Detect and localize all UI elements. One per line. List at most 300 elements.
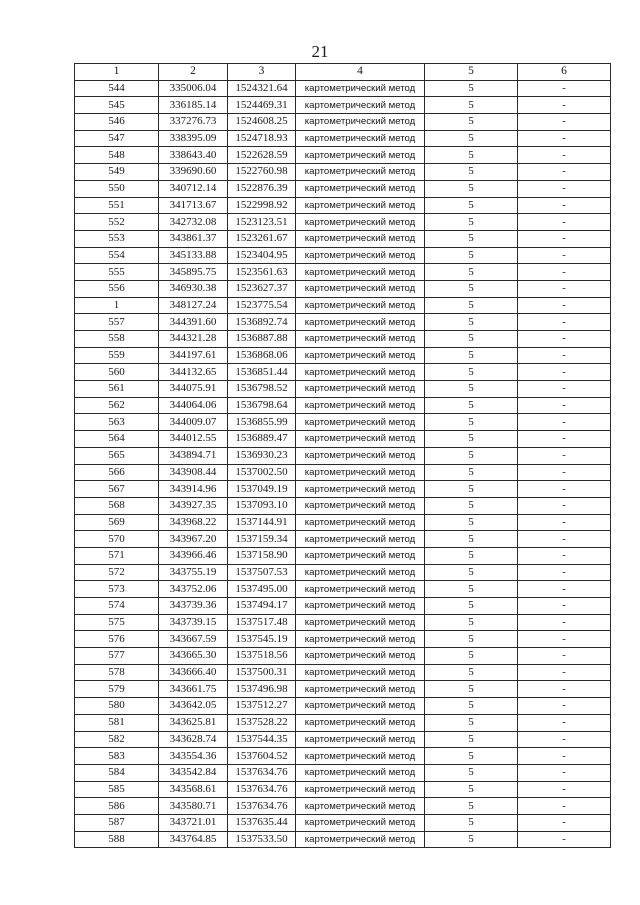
table-row (75, 648, 611, 665)
cell-method: картометрический метод (296, 97, 425, 114)
cell-note: - (518, 698, 611, 715)
table-row (75, 731, 611, 748)
cell-point-number: 545 (75, 97, 159, 114)
cell-coord-x: 344321.28 (159, 331, 228, 348)
table-row (75, 164, 611, 181)
cell-coord-x: 344075.91 (159, 381, 228, 398)
cell-point-number: 570 (75, 531, 159, 548)
cell-note: - (518, 114, 611, 131)
cell-note: - (518, 97, 611, 114)
cell-coord-x: 338395.09 (159, 130, 228, 147)
cell-accuracy: 5 (425, 197, 518, 214)
header-cell-4: 4 (296, 64, 425, 81)
cell-point-number: 544 (75, 80, 159, 97)
cell-coord-y: 1536887.88 (228, 331, 296, 348)
cell-accuracy: 5 (425, 314, 518, 331)
table-row (75, 598, 611, 615)
cell-coord-y: 1523627.37 (228, 280, 296, 297)
cell-point-number: 564 (75, 431, 159, 448)
cell-point-number: 572 (75, 564, 159, 581)
cell-point-number: 547 (75, 130, 159, 147)
cell-coord-x: 340712.14 (159, 180, 228, 197)
table-row (75, 831, 611, 848)
table-row (75, 764, 611, 781)
cell-point-number: 575 (75, 614, 159, 631)
cell-accuracy: 5 (425, 514, 518, 531)
cell-coord-x: 343927.35 (159, 497, 228, 514)
table-row (75, 698, 611, 715)
cell-accuracy: 5 (425, 214, 518, 231)
table-row (75, 347, 611, 364)
cell-coord-x: 343739.15 (159, 614, 228, 631)
cell-accuracy: 5 (425, 614, 518, 631)
cell-method: картометрический метод (296, 331, 425, 348)
cell-point-number: 557 (75, 314, 159, 331)
cell-accuracy: 5 (425, 97, 518, 114)
cell-point-number: 578 (75, 664, 159, 681)
cell-coord-x: 343914.96 (159, 481, 228, 498)
cell-point-number: 561 (75, 381, 159, 398)
cell-coord-y: 1536889.47 (228, 431, 296, 448)
cell-coord-x: 345133.88 (159, 247, 228, 264)
header-cell-2: 2 (159, 64, 228, 81)
cell-method: картометрический метод (296, 581, 425, 598)
cell-note: - (518, 347, 611, 364)
cell-note: - (518, 547, 611, 564)
cell-method: картометрический метод (296, 347, 425, 364)
cell-point-number: 582 (75, 731, 159, 748)
cell-point-number: 573 (75, 581, 159, 598)
cell-accuracy: 5 (425, 698, 518, 715)
cell-coord-x: 344012.55 (159, 431, 228, 448)
cell-point-number: 565 (75, 447, 159, 464)
cell-coord-y: 1524469.31 (228, 97, 296, 114)
cell-coord-y: 1536892.74 (228, 314, 296, 331)
cell-method: картометрический метод (296, 481, 425, 498)
header-cell-6: 6 (518, 64, 611, 81)
cell-coord-x: 343568.61 (159, 781, 228, 798)
cell-accuracy: 5 (425, 80, 518, 97)
cell-coord-y: 1537049.19 (228, 481, 296, 498)
cell-method: картометрический метод (296, 831, 425, 848)
cell-coord-y: 1537533.50 (228, 831, 296, 848)
cell-coord-y: 1537512.27 (228, 698, 296, 715)
cell-accuracy: 5 (425, 681, 518, 698)
cell-accuracy: 5 (425, 114, 518, 131)
cell-note: - (518, 614, 611, 631)
cell-coord-x: 343625.81 (159, 714, 228, 731)
cell-note: - (518, 564, 611, 581)
cell-accuracy: 5 (425, 731, 518, 748)
cell-coord-y: 1537507.53 (228, 564, 296, 581)
cell-coord-x: 343968.22 (159, 514, 228, 531)
cell-coord-x: 343908.44 (159, 464, 228, 481)
cell-point-number: 574 (75, 598, 159, 615)
cell-point-number: 584 (75, 764, 159, 781)
cell-note: - (518, 481, 611, 498)
cell-coord-x: 343642.05 (159, 698, 228, 715)
cell-point-number: 586 (75, 798, 159, 815)
cell-point-number: 588 (75, 831, 159, 848)
cell-coord-x: 344064.06 (159, 397, 228, 414)
cell-coord-y: 1537634.76 (228, 764, 296, 781)
cell-coord-y: 1537495.00 (228, 581, 296, 598)
cell-accuracy: 5 (425, 798, 518, 815)
cell-coord-y: 1537517.48 (228, 614, 296, 631)
cell-point-number: 583 (75, 748, 159, 765)
cell-accuracy: 5 (425, 164, 518, 181)
cell-method: картометрический метод (296, 280, 425, 297)
cell-coord-y: 1522876.39 (228, 180, 296, 197)
cell-coord-x: 343755.19 (159, 564, 228, 581)
cell-method: картометрический метод (296, 114, 425, 131)
cell-point-number: 554 (75, 247, 159, 264)
cell-accuracy: 5 (425, 447, 518, 464)
cell-note: - (518, 247, 611, 264)
cell-method: картометрический метод (296, 731, 425, 748)
table-row (75, 280, 611, 297)
cell-note: - (518, 781, 611, 798)
table-row (75, 614, 611, 631)
cell-coord-y: 1536798.52 (228, 381, 296, 398)
cell-accuracy: 5 (425, 714, 518, 731)
cell-coord-y: 1522998.92 (228, 197, 296, 214)
cell-note: - (518, 431, 611, 448)
cell-coord-y: 1537634.76 (228, 781, 296, 798)
cell-accuracy: 5 (425, 180, 518, 197)
table-row (75, 514, 611, 531)
cell-method: картометрический метод (296, 147, 425, 164)
cell-point-number: 552 (75, 214, 159, 231)
cell-method: картометрический метод (296, 364, 425, 381)
cell-method: картометрический метод (296, 614, 425, 631)
table-row (75, 631, 611, 648)
cell-note: - (518, 631, 611, 648)
cell-method: картометрический метод (296, 80, 425, 97)
table-row (75, 331, 611, 348)
header-cell-1: 1 (75, 64, 159, 81)
table-row (75, 80, 611, 97)
table-row (75, 264, 611, 281)
cell-accuracy: 5 (425, 364, 518, 381)
cell-method: картометрический метод (296, 264, 425, 281)
cell-method: картометрический метод (296, 748, 425, 765)
table-row (75, 464, 611, 481)
cell-accuracy: 5 (425, 297, 518, 314)
cell-accuracy: 5 (425, 397, 518, 414)
cell-accuracy: 5 (425, 664, 518, 681)
cell-note: - (518, 464, 611, 481)
table-row (75, 564, 611, 581)
cell-coord-x: 343661.75 (159, 681, 228, 698)
cell-accuracy: 5 (425, 531, 518, 548)
cell-coord-y: 1537528.22 (228, 714, 296, 731)
cell-method: картометрический метод (296, 664, 425, 681)
cell-coord-x: 343666.40 (159, 664, 228, 681)
cell-point-number: 559 (75, 347, 159, 364)
cell-accuracy: 5 (425, 748, 518, 765)
table-row (75, 314, 611, 331)
cell-coord-y: 1537634.76 (228, 798, 296, 815)
cell-point-number: 550 (75, 180, 159, 197)
cell-note: - (518, 764, 611, 781)
cell-note: - (518, 748, 611, 765)
cell-point-number: 587 (75, 814, 159, 831)
cell-note: - (518, 831, 611, 848)
table-row (75, 814, 611, 831)
cell-point-number: 581 (75, 714, 159, 731)
cell-accuracy: 5 (425, 347, 518, 364)
cell-accuracy: 5 (425, 497, 518, 514)
cell-coord-x: 337276.73 (159, 114, 228, 131)
cell-method: картометрический метод (296, 397, 425, 414)
cell-accuracy: 5 (425, 564, 518, 581)
cell-method: картометрический метод (296, 531, 425, 548)
cell-point-number: 549 (75, 164, 159, 181)
cell-coord-y: 1537159.34 (228, 531, 296, 548)
cell-coord-x: 343580.71 (159, 798, 228, 815)
cell-method: картометрический метод (296, 214, 425, 231)
header-cell-5: 5 (425, 64, 518, 81)
cell-note: - (518, 164, 611, 181)
cell-coord-x: 343752.06 (159, 581, 228, 598)
cell-point-number: 579 (75, 681, 159, 698)
cell-note: - (518, 230, 611, 247)
table-row (75, 97, 611, 114)
table-row (75, 397, 611, 414)
cell-coord-x: 343861.37 (159, 230, 228, 247)
table-header (75, 64, 611, 81)
table-row (75, 581, 611, 598)
cell-note: - (518, 314, 611, 331)
cell-coord-y: 1536855.99 (228, 414, 296, 431)
table-row (75, 230, 611, 247)
cell-coord-x: 343542.84 (159, 764, 228, 781)
cell-point-number: 567 (75, 481, 159, 498)
cell-accuracy: 5 (425, 331, 518, 348)
cell-point-number: 576 (75, 631, 159, 648)
cell-coord-y: 1537544.35 (228, 731, 296, 748)
cell-coord-x: 348127.24 (159, 297, 228, 314)
cell-note: - (518, 514, 611, 531)
cell-method: картометрический метод (296, 764, 425, 781)
cell-method: картометрический метод (296, 547, 425, 564)
cell-method: картометрический метод (296, 514, 425, 531)
cell-accuracy: 5 (425, 581, 518, 598)
table-row (75, 147, 611, 164)
cell-method: картометрический метод (296, 814, 425, 831)
cell-point-number: 1 (75, 297, 159, 314)
cell-method: картометрический метод (296, 464, 425, 481)
cell-coord-x: 344197.61 (159, 347, 228, 364)
cell-accuracy: 5 (425, 631, 518, 648)
cell-coord-y: 1537144.91 (228, 514, 296, 531)
cell-method: картометрический метод (296, 781, 425, 798)
cell-accuracy: 5 (425, 264, 518, 281)
cell-method: картометрический метод (296, 230, 425, 247)
cell-point-number: 580 (75, 698, 159, 715)
cell-note: - (518, 598, 611, 615)
cell-accuracy: 5 (425, 381, 518, 398)
cell-method: картометрический метод (296, 431, 425, 448)
cell-coord-x: 343665.30 (159, 648, 228, 665)
table-row (75, 798, 611, 815)
cell-point-number: 563 (75, 414, 159, 431)
cell-coord-y: 1537635.44 (228, 814, 296, 831)
cell-note: - (518, 814, 611, 831)
cell-coord-y: 1522628.59 (228, 147, 296, 164)
cell-point-number: 585 (75, 781, 159, 798)
cell-method: картометрический метод (296, 247, 425, 264)
cell-point-number: 566 (75, 464, 159, 481)
header-row (75, 64, 611, 81)
table-row (75, 297, 611, 314)
table-row (75, 497, 611, 514)
cell-coord-y: 1537500.31 (228, 664, 296, 681)
cell-method: картометрический метод (296, 197, 425, 214)
cell-accuracy: 5 (425, 831, 518, 848)
cell-point-number: 560 (75, 364, 159, 381)
cell-note: - (518, 714, 611, 731)
cell-point-number: 577 (75, 648, 159, 665)
cell-note: - (518, 447, 611, 464)
table-row (75, 431, 611, 448)
cell-accuracy: 5 (425, 764, 518, 781)
cell-accuracy: 5 (425, 481, 518, 498)
cell-note: - (518, 80, 611, 97)
cell-accuracy: 5 (425, 598, 518, 615)
cell-method: картометрический метод (296, 381, 425, 398)
cell-coord-x: 336185.14 (159, 97, 228, 114)
cell-method: картометрический метод (296, 314, 425, 331)
cell-point-number: 569 (75, 514, 159, 531)
cell-coord-y: 1537604.52 (228, 748, 296, 765)
cell-coord-y: 1536798.64 (228, 397, 296, 414)
cell-accuracy: 5 (425, 547, 518, 564)
cell-coord-x: 344132.65 (159, 364, 228, 381)
page-number: 21 (311, 42, 329, 61)
cell-note: - (518, 664, 611, 681)
cell-method: картометрический метод (296, 631, 425, 648)
table-row (75, 531, 611, 548)
cell-coord-y: 1523404.95 (228, 247, 296, 264)
cell-coord-y: 1537002.50 (228, 464, 296, 481)
cell-coord-x: 343966.46 (159, 547, 228, 564)
cell-coord-x: 339690.60 (159, 164, 228, 181)
table-row (75, 247, 611, 264)
cell-coord-y: 1537158.90 (228, 547, 296, 564)
cell-accuracy: 5 (425, 431, 518, 448)
table-row (75, 547, 611, 564)
cell-coord-y: 1523261.67 (228, 230, 296, 247)
cell-note: - (518, 531, 611, 548)
cell-coord-x: 345895.75 (159, 264, 228, 281)
table-row (75, 197, 611, 214)
cell-note: - (518, 364, 611, 381)
cell-coord-y: 1537494.17 (228, 598, 296, 615)
cell-accuracy: 5 (425, 230, 518, 247)
cell-point-number: 571 (75, 547, 159, 564)
cell-coord-y: 1524321.64 (228, 80, 296, 97)
cell-coord-x: 343764.85 (159, 831, 228, 848)
table-row (75, 364, 611, 381)
cell-accuracy: 5 (425, 464, 518, 481)
cell-coord-y: 1523775.54 (228, 297, 296, 314)
table-row (75, 748, 611, 765)
cell-note: - (518, 297, 611, 314)
table-row (75, 781, 611, 798)
cell-coord-x: 344391.60 (159, 314, 228, 331)
table-row (75, 381, 611, 398)
cell-point-number: 562 (75, 397, 159, 414)
table-row (75, 414, 611, 431)
cell-point-number: 556 (75, 280, 159, 297)
cell-point-number: 551 (75, 197, 159, 214)
cell-accuracy: 5 (425, 814, 518, 831)
cell-note: - (518, 648, 611, 665)
cell-note: - (518, 581, 611, 598)
cell-method: картометрический метод (296, 164, 425, 181)
cell-coord-x: 343667.59 (159, 631, 228, 648)
cell-coord-y: 1537496.98 (228, 681, 296, 698)
cell-coord-y: 1537545.19 (228, 631, 296, 648)
header-cell-3: 3 (228, 64, 296, 81)
cell-method: картометрический метод (296, 447, 425, 464)
cell-note: - (518, 264, 611, 281)
cell-note: - (518, 798, 611, 815)
cell-coord-y: 1524718.93 (228, 130, 296, 147)
cell-note: - (518, 681, 611, 698)
cell-coord-x: 343721.01 (159, 814, 228, 831)
cell-method: картометрический метод (296, 180, 425, 197)
cell-accuracy: 5 (425, 414, 518, 431)
cell-coord-y: 1536930.23 (228, 447, 296, 464)
cell-note: - (518, 147, 611, 164)
cell-method: картометрический метод (296, 698, 425, 715)
cell-method: картометрический метод (296, 564, 425, 581)
cell-coord-x: 341713.67 (159, 197, 228, 214)
cell-coord-y: 1536868.06 (228, 347, 296, 364)
cell-note: - (518, 414, 611, 431)
cell-coord-x: 343628.74 (159, 731, 228, 748)
table-row (75, 714, 611, 731)
cell-coord-y: 1523123.51 (228, 214, 296, 231)
cell-coord-x: 338643.40 (159, 147, 228, 164)
cell-method: картометрический метод (296, 297, 425, 314)
cell-method: картометрический метод (296, 681, 425, 698)
cell-method: картометрический метод (296, 648, 425, 665)
cell-coord-y: 1536851.44 (228, 364, 296, 381)
cell-coord-y: 1524608.25 (228, 114, 296, 131)
cell-coord-y: 1522760.98 (228, 164, 296, 181)
cell-accuracy: 5 (425, 280, 518, 297)
cell-point-number: 555 (75, 264, 159, 281)
cell-note: - (518, 280, 611, 297)
table-row (75, 214, 611, 231)
cell-note: - (518, 197, 611, 214)
cell-point-number: 568 (75, 497, 159, 514)
coordinates-table (74, 63, 611, 848)
cell-method: картометрический метод (296, 497, 425, 514)
cell-note: - (518, 381, 611, 398)
cell-method: картометрический метод (296, 414, 425, 431)
cell-coord-x: 343554.36 (159, 748, 228, 765)
cell-point-number: 558 (75, 331, 159, 348)
cell-note: - (518, 731, 611, 748)
cell-coord-y: 1537518.56 (228, 648, 296, 665)
cell-accuracy: 5 (425, 147, 518, 164)
cell-coord-x: 343894.71 (159, 447, 228, 464)
